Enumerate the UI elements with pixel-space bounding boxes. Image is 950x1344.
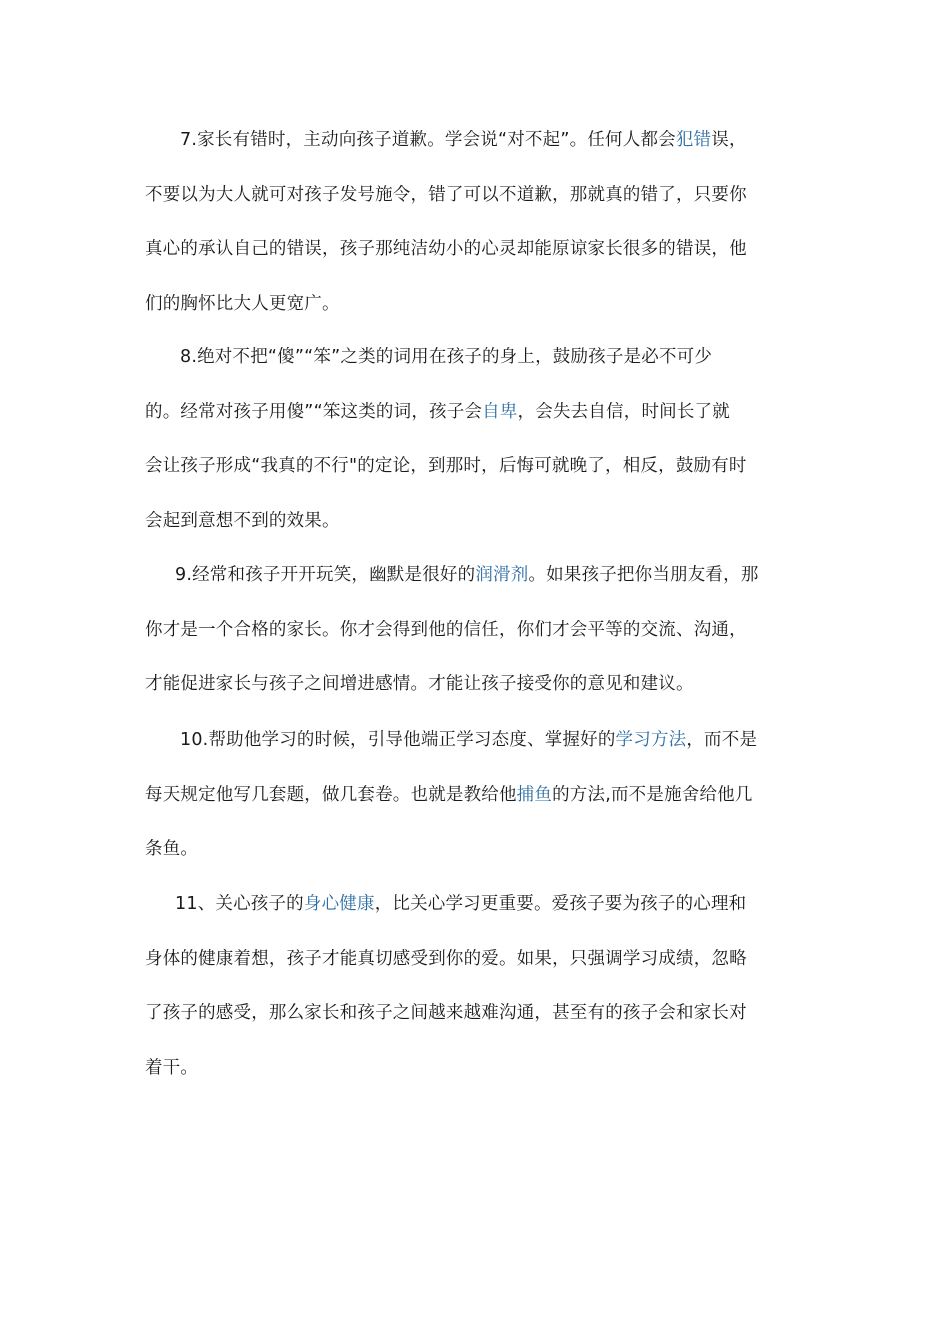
- text-line: [145, 657, 810, 712]
- text-run: 会起到意想不到的效果。: [145, 510, 340, 531]
- text-run: ，而不是: [686, 730, 758, 750]
- text-run: 家长有错时，主动向孩子道歉。学会说“对不起”。任何人都会: [197, 130, 676, 150]
- text-run: 。如果孩子把你当朋友看，那: [528, 565, 759, 585]
- text-run: 的。经常对孩子用傻”“笨这类的词，孩子会: [145, 401, 483, 422]
- keyword-link[interactable]: 捕鱼: [516, 784, 553, 805]
- item-number: 11: [175, 894, 198, 914]
- text-run: 们的胸怀比大人更宽广。: [145, 293, 340, 314]
- text-run: ，会失去自信，时间长了就: [517, 401, 730, 422]
- text-run: 着干。: [145, 1057, 199, 1078]
- text-line: [145, 822, 810, 877]
- item-number: 8.: [180, 347, 198, 367]
- text-line: [145, 877, 810, 932]
- text-run: 身体的健康着想，孩子才能真切感受到你的爱。如果，只强调学习成绩，忽略: [145, 948, 747, 969]
- keyword-link[interactable]: 自卑: [482, 401, 518, 422]
- text-line: [145, 385, 810, 440]
- text-run: 绝对不把“傻”“笨”之类的词用在孩子的身上，鼓励孩子是必不可少: [197, 347, 713, 367]
- text-line: [145, 986, 810, 1041]
- text-run: 每天规定他写几套题，做几套卷。也就是教给他: [145, 784, 517, 805]
- text-run: 的方法,而不是施舍给他几: [552, 784, 753, 805]
- item-number: 10.: [180, 730, 209, 750]
- item-number: 7.: [180, 130, 198, 150]
- text-run: 你才是一个合格的家长。你才会得到他的信任，你们才会平等的交流、沟通，: [145, 619, 747, 640]
- text-line: [145, 932, 810, 987]
- keyword-link[interactable]: 身心健康: [303, 894, 375, 914]
- text-line: [145, 277, 810, 332]
- paragraph-10-study-method: [145, 713, 810, 877]
- item-number: 9.: [175, 565, 193, 585]
- text-run: 会让孩子形成“我真的不行"的定论，到那时，后悔可就晚了，相反，鼓励有时: [145, 456, 747, 476]
- text-run: 条鱼。: [145, 839, 199, 859]
- text-run: 经常和孩子开开玩笑，幽默是很好的: [192, 565, 476, 585]
- text-line: [145, 768, 810, 823]
- text-line: [145, 548, 810, 603]
- text-run: 才能促进家长与孩子之间增进感情。才能让孩子接受你的意见和建议。: [145, 674, 694, 694]
- paragraph-11-health: [145, 877, 810, 1095]
- text-line: [145, 222, 810, 277]
- text-line: [145, 1041, 810, 1096]
- text-line: [145, 439, 810, 494]
- text-line: [145, 113, 810, 168]
- paragraph-7-apologize: [145, 113, 810, 331]
- text-line: [145, 713, 810, 768]
- paragraph-9-humor: [145, 548, 810, 712]
- paragraph-8-encourage: [145, 330, 810, 548]
- text-run: 、关心孩子的: [197, 894, 304, 914]
- text-line: [145, 603, 810, 658]
- text-run: 帮助他学习的时候，引导他端正学习态度、掌握好的: [208, 730, 616, 750]
- text-line: [145, 330, 810, 385]
- text-run: 了孩子的感受，那么家长和孩子之间越来越难沟通，甚至有的孩子会和家长对: [145, 1003, 747, 1023]
- text-run: ，比关心学习更重要。爱孩子要为孩子的心理和: [374, 894, 747, 914]
- text-line: [145, 494, 810, 549]
- keyword-link[interactable]: 学习方法: [615, 730, 687, 750]
- keyword-link[interactable]: 润滑剂: [475, 565, 529, 585]
- keyword-link[interactable]: 犯错: [675, 130, 712, 150]
- text-run: 不要以为大人就可对孩子发号施令，错了可以不道歉，那就真的错了，只要你: [145, 184, 747, 205]
- text-run: 真心的承认自己的错误，孩子那纯洁幼小的心灵却能原谅家长很多的错误，他: [145, 239, 747, 259]
- text-line: [145, 168, 810, 223]
- text-run: 误，: [711, 130, 747, 150]
